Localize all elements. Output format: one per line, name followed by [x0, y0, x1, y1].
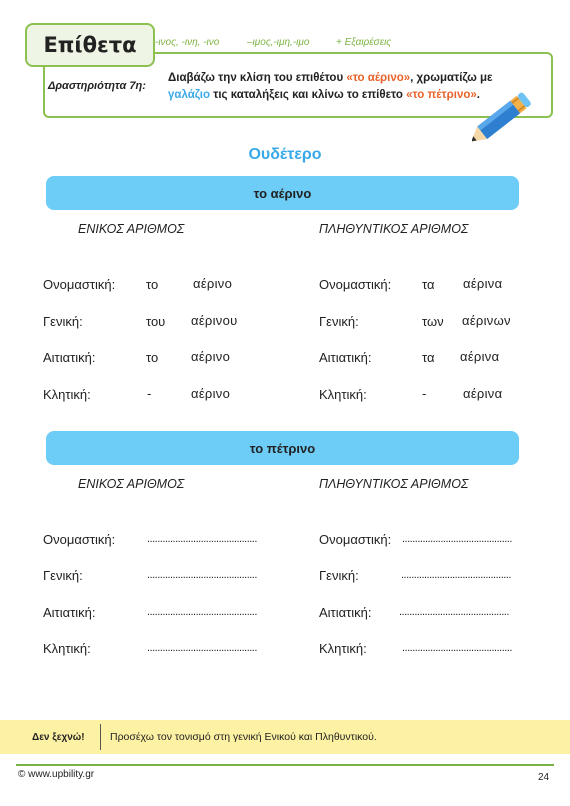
case-label: Κλητική:: [319, 641, 367, 656]
word-ending: ινα: [484, 276, 503, 291]
instruction-part: .: [476, 89, 480, 101]
word-stem: αέρ: [463, 386, 485, 401]
case-label: Ονομαστική:: [319, 532, 392, 547]
word-stem: αέρ: [460, 349, 482, 364]
declined-word: [191, 349, 230, 364]
answer-blank[interactable]: ...........................................: [147, 606, 257, 618]
instruction-highlight: «το αέρινο»: [346, 72, 411, 84]
page-title: Επίθετα: [25, 23, 155, 67]
reminder-label: Δεν ξεχνώ!: [32, 732, 85, 743]
case-label: Κλητική:: [43, 641, 91, 656]
section-title: Ουδέτερο: [248, 146, 322, 163]
case-label: Αιτιατική:: [319, 350, 372, 365]
ending-tag-3: + Εξαιρέσεις: [336, 37, 392, 48]
singular-header: ΕΝΙΚΟΣ ΑΡΙΘΜΟΣ: [78, 222, 185, 236]
word-ending: ινο: [214, 276, 233, 291]
word-stem: αέρ: [191, 313, 213, 328]
answer-blank[interactable]: ...........................................: [399, 606, 509, 618]
instruction-part: τις καταλήξεις και κλίνω το επίθετο: [210, 89, 407, 101]
declined-word: [460, 349, 499, 364]
singular-header: ΕΝΙΚΟΣ ΑΡΙΘΜΟΣ: [78, 477, 185, 491]
pencil-icon: [472, 86, 538, 144]
plural-header: ΠΛΗΘΥΝΤΙΚΟΣ ΑΡΙΘΜΟΣ: [319, 477, 469, 491]
case-label: Αιτιατική:: [319, 605, 372, 620]
declined-word: [463, 386, 502, 401]
word-ending: ινα: [481, 349, 500, 364]
answer-blank[interactable]: ...........................................: [147, 569, 257, 581]
footer-divider: [16, 764, 554, 766]
answer-blank[interactable]: ...........................................: [401, 569, 511, 581]
declined-word: [462, 313, 511, 328]
word-ending: ινο: [212, 386, 231, 401]
article: του: [146, 314, 166, 329]
article: των: [422, 314, 444, 329]
ending-tag-1: -ινος, -ινη, -ινο: [155, 37, 220, 48]
declined-word: [463, 276, 502, 291]
article: τα: [422, 350, 435, 365]
case-label: Αιτιατική:: [43, 350, 96, 365]
article: -: [422, 386, 427, 401]
case-label: Κλητική:: [319, 387, 367, 402]
case-label: Ονομαστική:: [43, 532, 116, 547]
case-label: Γενική:: [43, 314, 83, 329]
answer-blank[interactable]: ...........................................: [147, 533, 257, 545]
case-label: Ονομαστική:: [43, 277, 116, 292]
answer-blank[interactable]: ...........................................: [402, 533, 512, 545]
instruction-part: , χρωματίζω με: [410, 72, 493, 84]
case-label: Γενική:: [43, 568, 83, 583]
word-stem: αέρ: [191, 349, 213, 364]
word-stem: αέρ: [191, 386, 213, 401]
instruction-highlight: «το πέτρινο»: [406, 89, 477, 101]
instruction-highlight: γαλάζιο: [168, 89, 211, 101]
word-ending: ινα: [484, 386, 503, 401]
word-ending: ινου: [212, 313, 238, 328]
article: το: [146, 350, 159, 365]
answer-blank[interactable]: ...........................................: [147, 642, 257, 654]
activity-label: Δραστηριότητα 7η:: [48, 80, 146, 92]
case-label: Γενική:: [319, 568, 359, 583]
word-ending: ινων: [483, 313, 511, 328]
case-label: Γενική:: [319, 314, 359, 329]
declined-word: [191, 313, 238, 328]
article: -: [147, 386, 152, 401]
declined-word: [191, 386, 230, 401]
reminder-divider: [100, 724, 101, 750]
case-label: Αιτιατική:: [43, 605, 96, 620]
article: τα: [422, 277, 435, 292]
ending-tag-2: –ιμος,-ιμη,-ιμο: [247, 37, 310, 48]
word-ending: ινο: [212, 349, 231, 364]
answer-blank[interactable]: ...........................................: [402, 642, 512, 654]
copyright: © www.upbility.gr: [18, 769, 95, 780]
reminder-text: Προσέχω τον τονισμό στη γενική Ενικού και Πληθυντικού.: [110, 731, 377, 743]
word-stem: αέρ: [462, 313, 484, 328]
adjective-banner: το αέρινο: [46, 176, 519, 210]
declined-word: [193, 276, 232, 291]
page-number: 24: [538, 772, 550, 783]
plural-header: ΠΛΗΘΥΝΤΙΚΟΣ ΑΡΙΘΜΟΣ: [319, 222, 469, 236]
word-stem: αέρ: [193, 276, 215, 291]
instruction-part: Διαβάζω την κλίση του επιθέτου: [168, 72, 347, 84]
case-label: Ονομαστική:: [319, 277, 392, 292]
word-stem: αέρ: [463, 276, 485, 291]
article: το: [146, 277, 159, 292]
adjective-banner: το πέτρινο: [46, 431, 519, 465]
case-label: Κλητική:: [43, 387, 91, 402]
